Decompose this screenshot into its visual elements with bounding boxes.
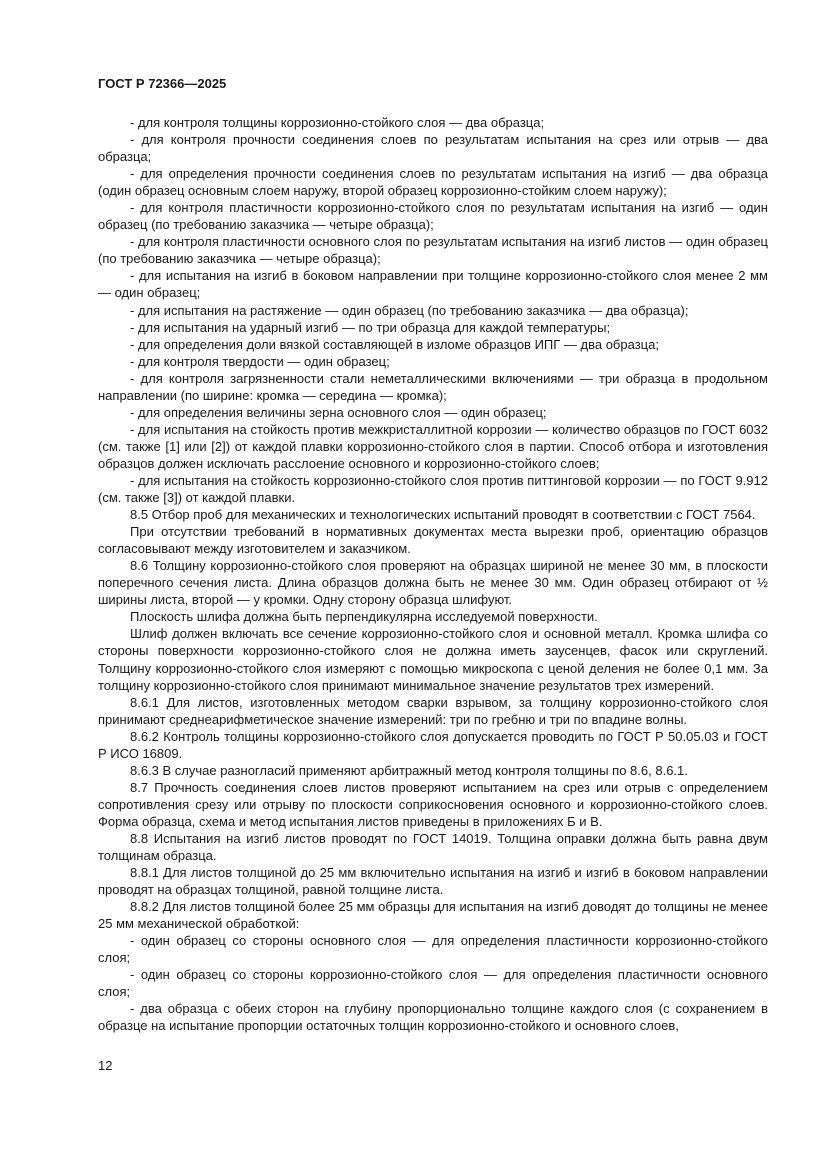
body-paragraph: При отсутствии требований в нормативных документах места вырезки проб, ориентацию образцов согласовывают между изготовителем и заказчиком.: [98, 524, 768, 557]
body-paragraph: - для испытания на растяжение — один образец (по требованию заказчика — два образца);: [130, 302, 689, 318]
page-number: 12: [98, 1058, 113, 1073]
body-paragraph: - для контроля твердости — один образец;: [130, 353, 390, 369]
body-paragraph: - для контроля толщины коррозионно-стойкого слоя — два образца;: [130, 115, 545, 130]
body-paragraph: - для определения прочности соединения слоев по результатам испытания на изгиб — два образца (один образец основным слоем наружу, второй образец коррозионно-стойким слоем наружу);: [98, 166, 768, 199]
body-paragraph: 8.8 Испытания на изгиб листов проводят по ГОСТ 14019. Толщина оправки должна быть равна двум толщинам образца.: [98, 830, 768, 864]
body-paragraph: - для испытания на изгиб в боковом направлении при толщине коррозионно-стойкого слоя менее 2 мм — один образец;: [98, 268, 768, 301]
document-body: [98, 114, 768, 1035]
body-paragraph: - для контроля прочности соединения слоев по результатам испытания на срез или отрыв — два образца;: [98, 132, 768, 165]
body-paragraph: Шлиф должен включать все сечение коррозионно-стойкого слоя и основной металл. Кромка шлифа со стороны поверхности коррозионно-стойкого слоя не должна иметь заусенцев, фасок или скруглений. Толщину коррозионно-стойкого слоя измеряют с помощью микроскопа с ценой деления не более 0,1 мм. За толщину коррозионно-стойкого слоя принимают минимальное значение результатов трех измерений.: [98, 626, 768, 693]
body-paragraph: 8.6.2 Контроль толщины коррозионно-стойкого слоя допускается проводить по ГОСТ Р 50.05.03 и ГОСТ Р ИСО 16809.: [98, 728, 768, 761]
body-paragraph: - для испытания на ударный изгиб — по три образца для каждой температуры;: [130, 319, 611, 335]
body-paragraph: 8.7 Прочность соединения слоев листов проверяют испытанием на срез или отрыв с определением сопротивления срезу или отрыву по плоскости соприкосновения основного и коррозионно-стойкого слоев. Форма образца, схема и метод испытания листов приведены в приложениях Б и В.: [98, 779, 768, 829]
body-paragraph: - два образца с обеих сторон на глубину пропорционально толщине каждого слоя (с сохранением в образце на испытание пропорции остаточных толщин коррозионно-стойкого и основного слоев,: [98, 1001, 768, 1034]
body-paragraph: Плоскость шлифа должна быть перпендикулярна исследуемой поверхности.: [130, 609, 598, 625]
body-paragraph: - для испытания на стойкость коррозионно-стойкого слоя против питтинговой коррозии — по ГОСТ 9.912 (см. также [3]) от каждой плавки.: [98, 472, 768, 506]
body-paragraph: - для определения доли вязкой составляющей в изломе образцов ИПГ — два образца;: [130, 336, 659, 352]
body-paragraph: - для контроля загрязненности стали неметаллическими включениями — три образца в продольном направлении (по ширине: кромка — середина — кромка);: [98, 370, 768, 403]
body-paragraph: - для испытания на стойкость против межкристаллитной коррозии — количество образцов по ГОСТ 6032 (см. также [1] или [2]) от каждой плавки коррозионно-стойкого слоя в партии. Способ отбора и изготовления образцов должен исключать расслоение основного и коррозионно-стойкого слоев;: [98, 421, 768, 471]
body-paragraph: 8.6 Толщину коррозионно-стойкого слоя проверяют на образцах шириной не менее 30 мм, в плоскости поперечного сечения листа. Длина образцов должна быть не менее 30 мм. Один образец отбирают от ½ ширины листа, второй — у кромки. Одну сторону образца шлифуют.: [98, 558, 768, 608]
body-paragraph: 8.5 Отбор проб для механических и технологических испытаний проводят в соответствии с ГОСТ 7564.: [130, 507, 756, 523]
body-paragraph: 8.8.1 Для листов толщиной до 25 мм включительно испытания на изгиб и изгиб в боковом направлении проводят на образцах толщиной, равной толщине листа.: [98, 865, 768, 898]
body-paragraph: - для контроля пластичности коррозионно-стойкого слоя по результатам испытания на изгиб — один образец (по требованию заказчика — четыре образца);: [98, 200, 768, 233]
body-paragraph: 8.6.1 Для листов, изготовленных методом сварки взрывом, за толщину коррозионно-стойкого слоя принимают среднеарифметическое значение измерений: три по гребню и три по впадине волны.: [98, 694, 768, 727]
body-paragraph: - один образец со стороны основного слоя — для определения пластичности коррозионно-стойкого слоя;: [98, 933, 768, 966]
body-paragraph: - один образец со стороны коррозионно-стойкого слоя — для определения пластичности основного слоя;: [98, 967, 768, 1000]
body-paragraph: - для определения величины зерна основного слоя — один образец;: [130, 404, 547, 420]
document-code-header: ГОСТ Р 72366—2025: [98, 76, 227, 91]
body-paragraph: 8.6.3 В случае разногласий применяют арбитражный метод контроля толщины по 8.6, 8.6.1.: [130, 762, 688, 778]
body-paragraph: 8.8.2 Для листов толщиной более 25 мм образцы для испытания на изгиб доводят до толщины не менее 25 мм механической обработкой:: [98, 899, 768, 932]
body-paragraph: - для контроля пластичности основного слоя по результатам испытания на изгиб листов — один образец (по требованию заказчика — четыре образца);: [98, 234, 768, 267]
